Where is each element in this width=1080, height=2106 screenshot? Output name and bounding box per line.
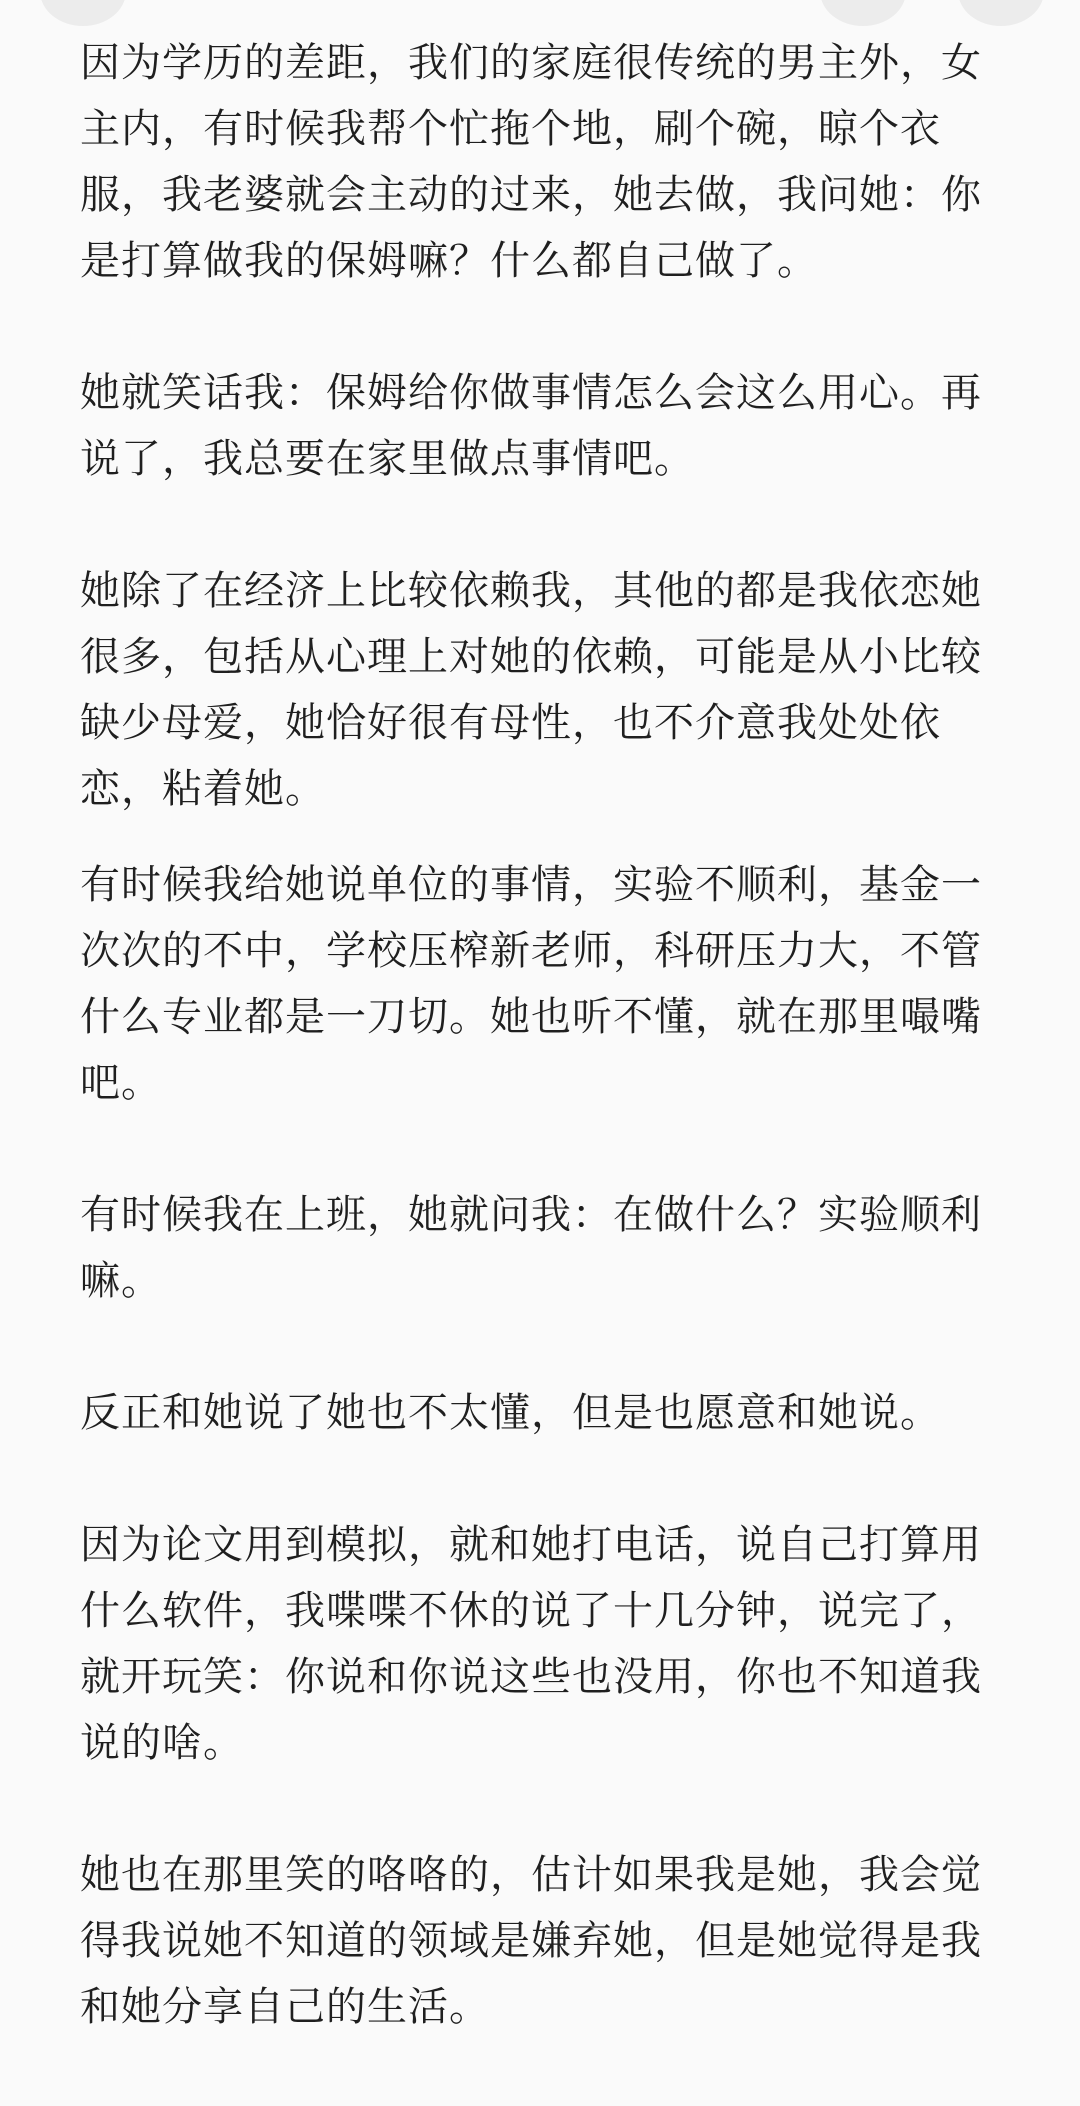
back-button[interactable] [40, 0, 126, 26]
more-button[interactable] [958, 0, 1044, 26]
paragraph-1: 因为学历的差距，我们的家庭很传统的男主外，女 主内，有时候我帮个忙拖个地，刷个碗，晾个衣 服，我老婆就会主动的过来，她去做，我问她：你 是打算做我的保姆嘛？什么都自己做了。 [80, 40, 982, 284]
paragraph-7: 因为论文用到模拟，就和她打电话，说自己打算用 什么软件，我喋喋不休的说了十几分钟，说完了， 就开玩笑：你说和你说这些也没用，你也不知道我 说的啥。 [80, 1522, 982, 1766]
paragraph-5: 有时候我在上班，她就问我：在做什么？实验顺利 嘛。 [80, 1192, 982, 1304]
paragraph-3: 她除了在经济上比较依赖我，其他的都是我依恋她 很多，包括从心理上对她的依赖，可能是从小比较 缺少母爱，她恰好很有母性，也不介意我处处依 恋，粘着她。 [80, 568, 982, 812]
paragraph-2: 她就笑话我：保姆给你做事情怎么会这么用心。再 说了，我总要在家里做点事情吧。 [80, 370, 982, 482]
paragraph-6: 反正和她说了她也不太懂，但是也愿意和她说。 [80, 1390, 941, 1436]
paragraph-8: 她也在那里笑的咯咯的，估计如果我是她，我会觉 得我说她不知道的领域是嫌弃她，但是她觉得是我 和她分享自己的生活。 [80, 1852, 982, 2030]
share-button[interactable] [820, 0, 906, 26]
paragraph-4: 有时候我给她说单位的事情，实验不顺利，基金一 次次的不中，学校压榨新老师，科研压力大，不管 什么专业都是一刀切。她也听不懂，就在那里嘬嘴 吧。 [80, 862, 982, 1106]
article-body [80, 30, 1000, 2106]
